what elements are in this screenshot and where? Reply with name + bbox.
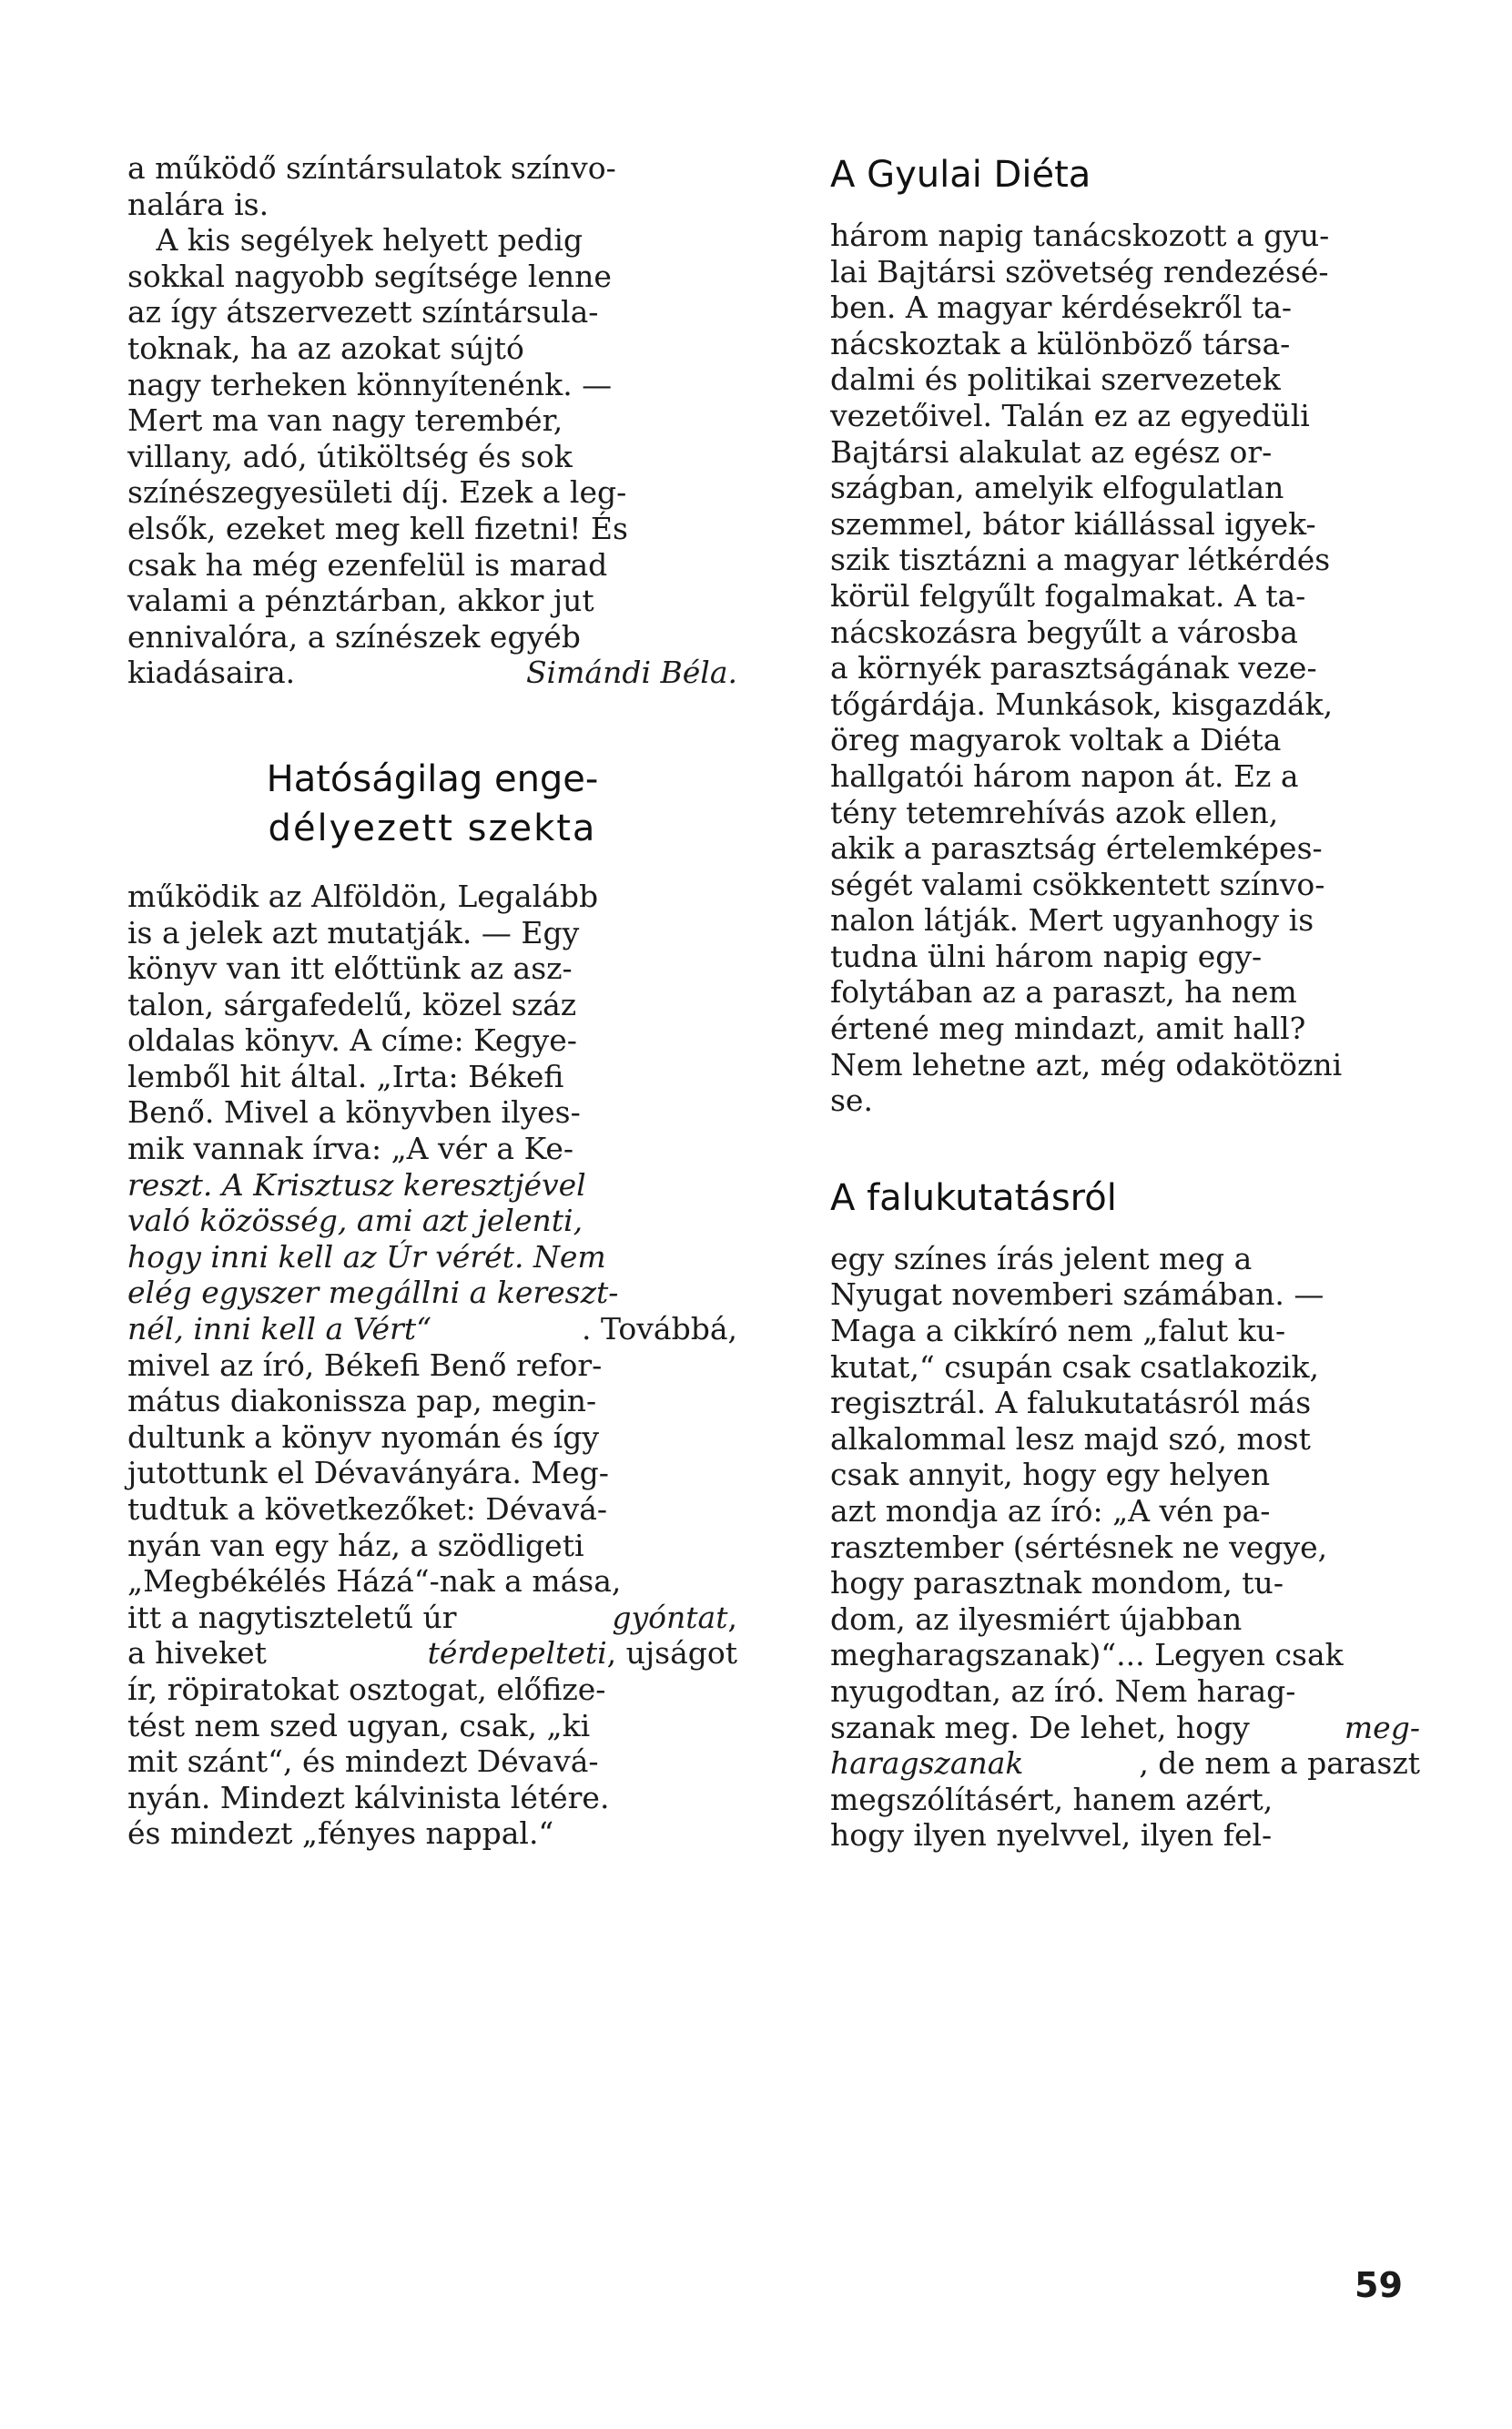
quote-line xyxy=(127,1203,737,1239)
text-line: vezetőivel. Talán ez az egyedüli xyxy=(830,397,1310,433)
text-line: hogy parasztnak mondom, tu- xyxy=(830,1565,1284,1601)
text-line: Maga a cikkíró nem „falut ku- xyxy=(830,1313,1286,1349)
quote-text: hogy inni kell az Úr vérét. Nem xyxy=(127,1238,606,1275)
text-line: rasztember (sértésnek ne vegye, xyxy=(830,1529,1328,1565)
emphasis-text: meg- xyxy=(1344,1709,1420,1745)
text-line: dom, az ilyesmiért újabban xyxy=(830,1601,1243,1637)
text-fragment: , xyxy=(727,1599,737,1635)
text-line: kutat,“ csupán csak csatlakozik, xyxy=(830,1348,1319,1385)
text-line: lai Bajtársi szövetség rendezésé- xyxy=(830,253,1329,290)
quote-text: reszt. A Krisztusz keresztjével xyxy=(127,1166,586,1203)
text-line: mivel az író, Békefi Benő refor- xyxy=(127,1347,603,1383)
text-line: öreg magyarok voltak a Diéta xyxy=(830,722,1282,758)
text-line: az így átszervezett színtársula- xyxy=(127,294,599,330)
text-line: ennivalóra, a színészek egyéb xyxy=(127,618,581,655)
text-line: jutottunk el Dévaványára. Meg- xyxy=(127,1455,609,1491)
quote-line xyxy=(127,1311,737,1347)
text-line: szágban, amelyik elfogulatlan xyxy=(830,470,1284,506)
text-line: mik vannak írva: „A vér a Ke- xyxy=(127,1131,574,1167)
text-line: Nem lehetne azt, még odakötözni xyxy=(830,1046,1343,1082)
text-line: körül felgyűlt fogalmakat. A ta- xyxy=(830,577,1306,614)
text-line: hallgatói három napon át. Ez a xyxy=(830,757,1299,794)
emphasis-text: gyóntat xyxy=(612,1599,728,1635)
text-line: a környék parasztságának veze- xyxy=(830,650,1317,686)
text-fragment: itt a nagytiszteletű úr xyxy=(127,1599,466,1635)
text-line: Benő. Mivel a könyvben ilyes- xyxy=(127,1094,581,1131)
quote-text: elég egyszer megállni a kereszt- xyxy=(127,1275,619,1311)
text-line: egy színes írás jelent meg a xyxy=(830,1240,1253,1276)
text-line: színészegyesületi díj. Ezek a leg- xyxy=(127,474,627,511)
text-line: csak annyit, hogy egy helyen xyxy=(830,1457,1271,1493)
text-line: megharagszanak)“... Legyen csak xyxy=(830,1637,1344,1673)
text-line: kiadásaira. xyxy=(127,655,296,691)
text-line: akik a parasztság értelemképes- xyxy=(830,830,1323,867)
quote-line xyxy=(127,1167,737,1204)
quote-text: nél, inni kell a Vért“ xyxy=(127,1311,431,1347)
text-line: elsők, ezeket meg kell fizetni! És xyxy=(127,510,628,546)
quote-text: való közösség, ami azt jelenti, xyxy=(127,1203,583,1239)
article-gyulai-dieta xyxy=(830,150,1420,1119)
text-fragment: . Továbbá, xyxy=(581,1311,737,1347)
text-line: nyugodtan, az író. Nem harag- xyxy=(830,1672,1296,1709)
text-line: folytában az a paraszt, ha nem xyxy=(830,974,1297,1011)
text-line: csak ha még ezenfelül is marad xyxy=(127,546,608,583)
text-line xyxy=(830,1710,1420,1746)
article-heading: A Gyulai Diéta xyxy=(830,154,1091,196)
text-line: és mindezt „fényes nappal.“ xyxy=(127,1815,554,1852)
text-line: ír, röpiratokat osztogat, előfize- xyxy=(127,1671,606,1707)
text-line: Mert ma van nagy terembér, xyxy=(127,402,563,439)
text-line: tőgárdája. Munkások, kisgazdák, xyxy=(830,686,1334,722)
text-line: regisztrál. A falukutatásról más xyxy=(830,1385,1312,1421)
text-line: nácskoztak a különböző társa- xyxy=(830,325,1291,361)
article-heading: Hatóságilag enge- xyxy=(266,757,599,800)
quote-line xyxy=(127,1275,737,1311)
text-line: a működő színtársulatok színvo- xyxy=(127,150,616,186)
text-line: sokkal nagyobb segítsége lenne xyxy=(127,258,612,294)
signature-line xyxy=(127,655,737,691)
text-line: talon, sárgafedelű, közel száz xyxy=(127,986,577,1022)
text-line: villany, adó, útiköltség és sok xyxy=(127,438,573,474)
text-fragment: , de nem a paraszt xyxy=(1139,1745,1420,1782)
page-number: 59 xyxy=(1355,2265,1403,2305)
text-line: nyán. Mindezt kálvinista létére. xyxy=(127,1779,610,1815)
text-line: mit szánt“, és mindezt Dévavá- xyxy=(127,1743,599,1780)
text-fragment: szanak meg. De lehet, hogy xyxy=(830,1709,1260,1745)
article-intro xyxy=(127,150,737,691)
text-line: is a jelek azt mutatják. — Egy xyxy=(127,914,580,950)
text-line xyxy=(127,1635,737,1672)
text-line: három napig tanácskozott a gyu- xyxy=(830,218,1330,253)
text-line: mátus diakonissza pap, megin- xyxy=(127,1383,597,1419)
text-line: tudna ülni három napig egy- xyxy=(830,938,1263,974)
emphasis-text: térdepelteti xyxy=(427,1635,607,1672)
text-fragment: , ujságot xyxy=(606,1635,737,1672)
author-signature: Simándi Béla. xyxy=(525,655,737,691)
article-szekta xyxy=(127,755,737,1852)
text-line: dultunk a könyv nyomán és így xyxy=(127,1418,599,1455)
text-line xyxy=(830,1745,1420,1782)
text-line: nácskozásra begyűlt a városba xyxy=(830,614,1298,650)
text-line: nyán van egy ház, a szödligeti xyxy=(127,1527,584,1563)
article-heading: A falukutatásról xyxy=(830,1176,1117,1219)
text-line: Nyugat novemberi számában. — xyxy=(830,1276,1324,1313)
text-line: se. xyxy=(830,1082,873,1119)
text-line: dalmi és politikai szervezetek xyxy=(830,361,1281,398)
text-line: toknak, ha az azokat sújtó xyxy=(127,330,524,366)
text-line: Bajtársi alakulat az egész or- xyxy=(830,433,1273,470)
right-column xyxy=(830,150,1420,1854)
article-falukutatas xyxy=(830,1174,1420,1854)
text-line: könyv van itt előttünk az asz- xyxy=(127,950,573,987)
emphasis-text: haragszanak xyxy=(830,1745,1024,1782)
text-line: működik az Alföldön, Legalább xyxy=(127,878,599,914)
text-line: A kis segélyek helyett pedig xyxy=(127,222,583,259)
text-line: tudtuk a következőket: Dévavá- xyxy=(127,1491,608,1527)
text-line: tést nem szed ugyan, csak, „ki xyxy=(127,1707,591,1743)
text-line: értené meg mindazt, amit hall? xyxy=(830,1011,1306,1047)
text-line: azt mondja az író: „A vén pa- xyxy=(830,1493,1271,1529)
text-line: oldalas könyv. A címe: Kegye- xyxy=(127,1022,577,1059)
left-column xyxy=(127,150,737,1852)
text-line: megszólításért, hanem azért, xyxy=(830,1781,1274,1817)
text-line: lemből hit által. „Irta: Békefi xyxy=(127,1058,564,1094)
text-line: valami a pénztárban, akkor jut xyxy=(127,583,594,619)
text-line: nalon látják. Mert ugyanhogy is xyxy=(830,902,1314,939)
text-line: „Megbékélés Házá“-nak a mása, xyxy=(127,1563,622,1600)
text-line: szemmel, bátor kiállással igyek- xyxy=(830,505,1316,542)
text-line xyxy=(127,1600,737,1636)
text-line: nagy terheken könnyítenénk. — xyxy=(127,366,613,402)
text-line: alkalommal lesz majd szó, most xyxy=(830,1420,1311,1457)
text-line: hogy ilyen nyelvvel, ilyen fel- xyxy=(830,1817,1273,1854)
text-line: ségét valami csökkentett színvo- xyxy=(830,866,1325,902)
text-line: tény tetemrehívás azok ellen, xyxy=(830,794,1279,830)
article-heading: délyezett szekta xyxy=(268,807,597,849)
text-line: szik tisztázni a magyar létkérdés xyxy=(830,542,1331,578)
quote-line xyxy=(127,1239,737,1275)
text-fragment: a hiveket xyxy=(127,1635,277,1672)
text-line: ben. A magyar kérdésekről ta- xyxy=(830,290,1293,326)
text-line: nalára is. xyxy=(127,186,269,222)
